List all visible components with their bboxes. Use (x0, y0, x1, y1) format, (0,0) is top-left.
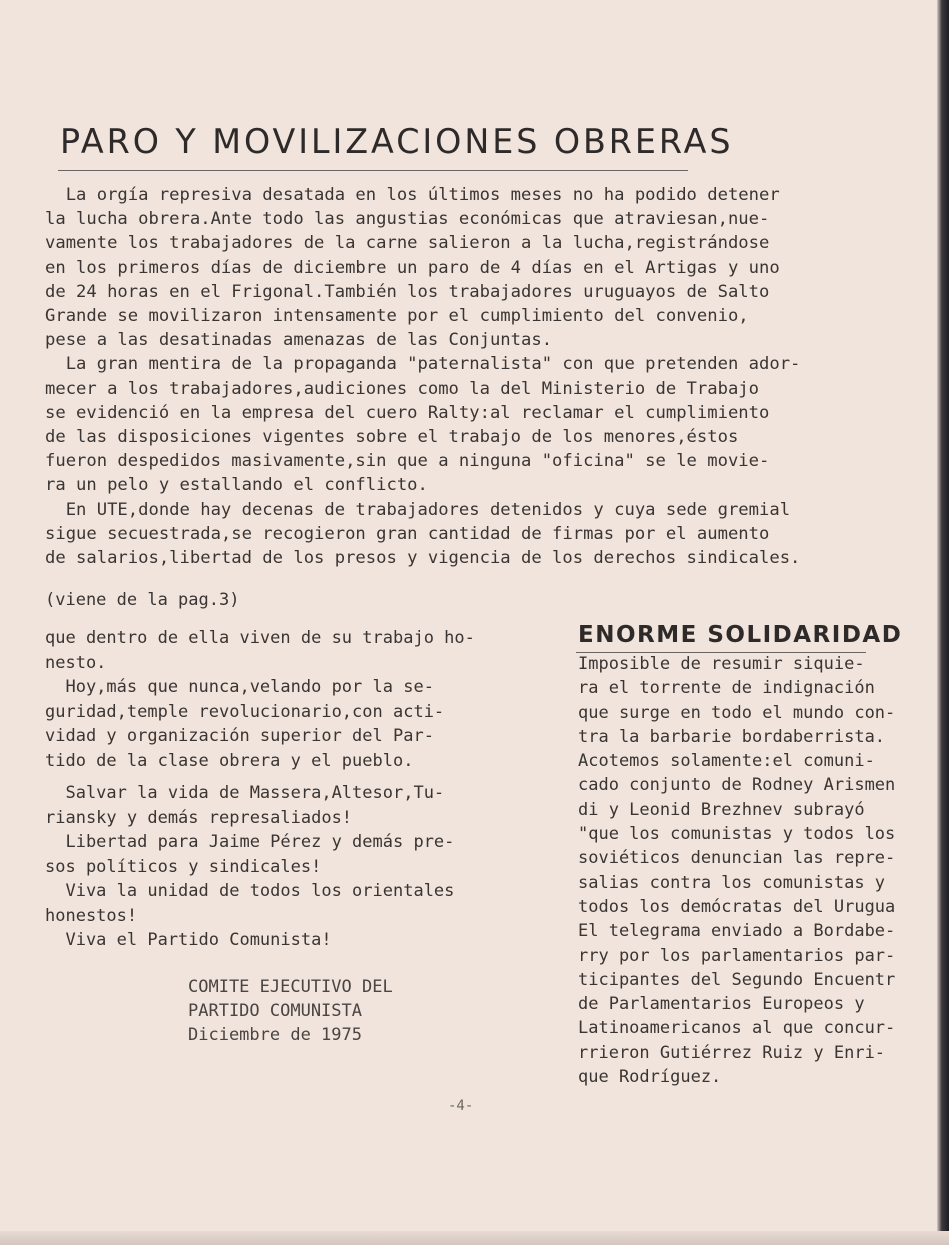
right-column-line: salias contra los comunistas y (578, 872, 886, 893)
right-column-line: ticipantes del Segundo Encuentr (578, 969, 896, 990)
left-column-line: sos políticos y sindicales! (45, 856, 322, 877)
right-column-line: Acotemos solamente:el comuni- (578, 751, 875, 772)
left-column-line: riansky y demás represaliados! (45, 807, 353, 828)
right-column-line: tra la barbarie bordaberrista. (578, 726, 886, 747)
left-column (45, 626, 535, 953)
top-article-line: ra un pelo y estallando el conflicto. (45, 475, 428, 496)
top-article-line: de salarios,libertad de los presos y vigencia de los derechos sindicales. (45, 548, 801, 569)
headline: PARO Y MOVILIZACIONES OBRERAS (60, 122, 734, 162)
left-column-line: tido de la clase obrera y el pueblo. (45, 750, 414, 771)
top-article-line: fueron despedidos masivamente,sin que a ninguna "oficina" se le movie- (45, 451, 770, 472)
top-article-line: de 24 horas en el Frigonal.También los trabajadores uruguayos de Salto (45, 281, 770, 302)
right-column-line: cado conjunto de Rodney Arismen (578, 775, 896, 796)
top-article-line: sigue secuestrada,se recogieron gran cantidad de firmas por el aumento (45, 523, 770, 544)
signature-line: COMITE EJECUTIVO DEL (188, 977, 393, 997)
top-article-line: La gran mentira de la propaganda "paternalista" con que pretenden ador- (45, 354, 801, 375)
top-article-line: La orgía represiva desatada en los últimos meses no ha podido detener (45, 185, 780, 205)
left-column-line: Libertad para Jaime Pérez y demás pre- (45, 832, 455, 852)
left-column-line: guridad,temple revolucionario,con acti- (45, 701, 445, 722)
top-article-line: la lucha obrera.Ante todo las angustias económicas que atraviesan,nue- (45, 209, 770, 230)
right-column-line: de Parlamentarios Europeos y (578, 994, 865, 1015)
top-article-line: Grande se movilizaron intensamente por el cumplimiento del convenio, (45, 306, 749, 327)
top-article-line: pese a las desatinadas amenazas de las Conjuntas. (45, 330, 553, 351)
page-number: -4- (448, 1098, 474, 1114)
right-column-line: di y Leonid Brezhnev subrayó (578, 799, 865, 820)
top-article-line: de las disposiciones vigentes sobre el trabajo de los menores,éstos (45, 427, 739, 448)
left-column-line: Hoy,más que nunca,velando por la se- (45, 677, 434, 697)
right-column-line: "que los comunistas y todos los (578, 824, 896, 845)
right-column-line: rrieron Gutiérrez Ruiz y Enri- (578, 1042, 886, 1063)
top-article-line: En UTE,donde hay decenas de trabajadores detenidos y cuya sede gremial (45, 499, 791, 520)
right-column-line: Latinoamericanos al que concur- (578, 1018, 896, 1039)
top-article-line: en los primeros días de diciembre un paro de 4 días en el Artigas y uno (45, 257, 780, 278)
right-column-line: todos los demócratas del Urugua (578, 896, 896, 917)
right-column (578, 652, 938, 1089)
right-column-line: soviéticos denuncian las repre- (578, 848, 896, 869)
left-column-line: Viva el Partido Comunista! (45, 930, 332, 950)
left-column-line: nesto. (45, 652, 107, 673)
right-column-line: ra el torrente de indignación (578, 678, 875, 699)
top-article-line: se evidenció en la empresa del cuero Ralty:al reclamar el cumplimiento (45, 402, 770, 423)
page-bottom-edge (0, 1231, 949, 1245)
left-column-line: vidad y organización superior del Par- (45, 726, 434, 746)
top-article (45, 183, 905, 570)
left-column-line: que dentro de ella viven de su trabajo ho- (45, 628, 475, 648)
right-column-line: El telegrama enviado a Bordabe- (578, 921, 896, 942)
right-column-line: que Rodríguez. (578, 1067, 722, 1088)
right-column-line: rry por los parlamentarios par- (578, 945, 896, 966)
page-binding-edge (937, 0, 949, 1245)
headline-underline (58, 170, 688, 171)
right-column-line: que surge en todo el mundo con- (578, 702, 896, 723)
left-column-line: honestos! (45, 905, 138, 926)
top-article-line: mecer a los trabajadores,audiciones como la del Ministerio de Trabajo (45, 378, 759, 399)
source-note: (viene de la pag.3) (45, 590, 240, 610)
top-article-line: vamente los trabajadores de la carne salieron a la lucha,registrándose (45, 233, 770, 254)
right-column-title: ENORME SOLIDARIDAD (578, 622, 903, 648)
signature-line: Diciembre de 1975 (188, 1025, 362, 1045)
signature-block (188, 975, 393, 1047)
signature-line: PARTIDO COMUNISTA (188, 1001, 362, 1021)
right-column-line: Imposible de resumir siquie- (578, 654, 865, 674)
left-column-line: Salvar la vida de Massera,Altesor,Tu- (45, 783, 445, 803)
left-column-line: Viva la unidad de todos los orientales (45, 881, 455, 901)
